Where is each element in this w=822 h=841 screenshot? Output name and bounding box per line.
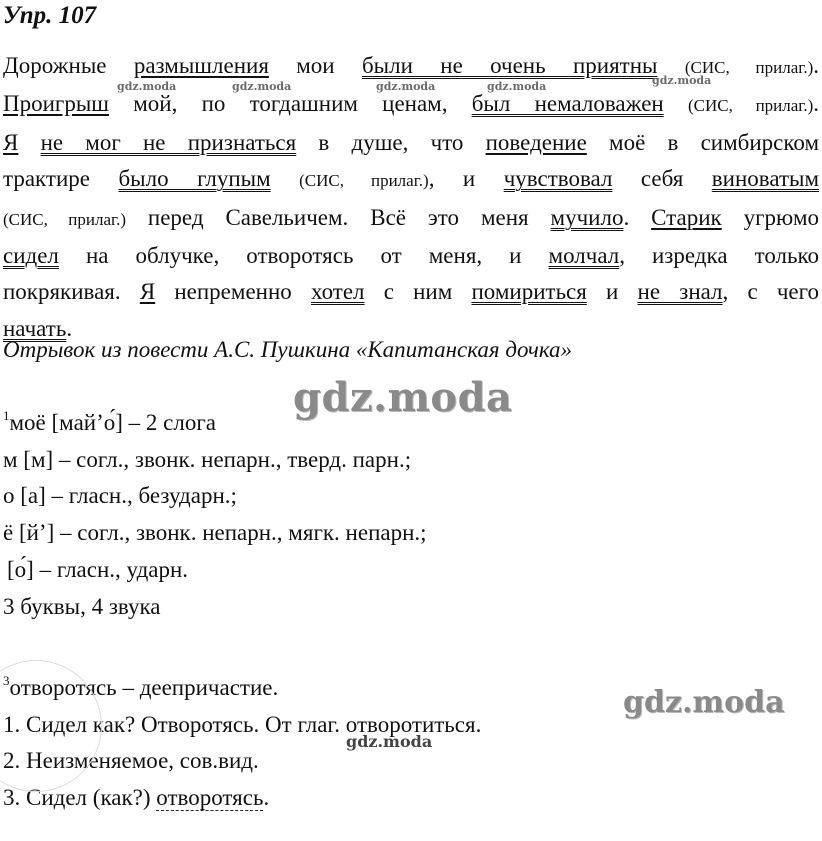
analysis-row [3,780,481,817]
analysis-text: моё [май’о́] – 2 слога [9,410,216,435]
text-fragment: . [813,53,819,78]
text-fragment [271,166,299,191]
underlined-predicate: чувствовал [503,166,613,192]
underlined-predicate: начать [3,315,67,341]
text-fragment: . [623,204,652,230]
text-fragment: мои [268,53,362,78]
text-fragment: , с чего [722,279,819,305]
text-fragment: в душе, что [296,129,486,155]
text-line-5 [3,200,819,238]
underlined-predicate: мучило [550,204,624,230]
watermark-small: gdz.moda [652,74,712,87]
underlined-subject: Проигрыш [3,91,110,117]
text-fragment: , изредка только [619,243,819,269]
analysis-row: 3 буквы, 4 звука [3,593,161,619]
analysis-row: 1. Сидел как? Отворотясь. От глаг. отворотиться. [3,711,482,737]
text-fragment: . [813,91,820,117]
analysis-row: о [а] – гласн., безударн.; [3,483,237,509]
underlined-subject: Я [139,279,156,305]
text-fragment: перед Савельичем. Всё это меня [125,204,551,230]
analysis-text: 3. Сидел (как?) [3,785,157,811]
source-citation: Отрывок из повести А.С. Пушкина «Капитанская дочка» [3,337,573,362]
text-fragment: трактире [3,166,119,192]
underlined-predicate: виноватым [711,166,820,192]
underlined-predicate: молчал [548,243,620,269]
underlined-predicate: помириться [471,279,587,305]
text-line-3 [3,125,819,161]
text-fragment: и [586,279,638,305]
text-fragment: , и [428,166,504,192]
watermark-small: gdz.moda [376,80,436,93]
text-fragment: угрюмо [721,204,819,230]
underlined-predicate: было глупым [118,166,271,192]
text-fragment: покрякивая. [3,279,140,305]
watermark-small: gdz.moda [487,80,547,93]
phonetic-analysis [3,405,427,625]
text-fragment: на облучке, отворотясь от меня, и [58,243,549,269]
grammar-note: (СИС, прилаг.) [684,58,814,77]
underlined-predicate: был немаловажен [471,91,664,117]
text-line-4 [3,161,819,199]
text-fragment: . [66,315,73,341]
text-line-7 [3,274,819,310]
text-fragment: непременно [155,279,311,305]
text-fragment [18,130,40,155]
analysis-text: – деепричастие. [116,675,279,700]
underlined-predicate: хотел [310,279,365,305]
text-fragment: Дорожные [3,53,134,78]
underlined-subject: Я [3,129,19,155]
underlined-predicate: не мог не признаться [40,129,297,155]
underlined-predicate: были не очень приятны [361,53,658,78]
analysis-row: [о́] – гласн., ударн. [7,556,189,582]
analysis-row: 2. Неизменяемое, сов.вид. [3,748,259,774]
watermark-logo: gdz.moda [623,685,785,720]
watermark-small: gdz.moda [346,732,433,751]
footnote-number: 3 [3,673,10,688]
underlined-predicate: сидел [3,243,59,269]
exercise-title: Упр. 107 [3,2,97,29]
text-fragment: мой, по тогдашним ценам, [109,91,472,117]
grammar-note: (СИС, прилаг.) [3,209,126,229]
underlined-adverbial: отворотясь [156,785,264,811]
text-fragment [664,91,688,116]
footnote-number: 1 [3,408,10,423]
underlined-predicate: не знал [637,279,723,305]
grammar-note: (СИС, прилаг.) [299,171,429,191]
analysis-row: м [м] – согл., звонк. непарн., тверд. парн.; [3,446,412,472]
text-fragment: с ним [364,279,472,305]
text-fragment: себя [612,166,712,192]
watermark-logo: gdz.moda [293,374,513,421]
grammar-note: (СИС, прилаг.) [687,96,814,116]
analysis-row: ё [й’] – согл., звонк. непарн., мягк. непарн.; [3,520,427,546]
underlined-subject: поведение [485,129,587,155]
analysis-word: отворотясь [9,675,117,700]
text-fragment: моё в симбирском [586,129,820,155]
analysis-text: . [263,785,270,811]
underlined-subject: Старик [651,204,722,230]
underlined-subject: размышления [133,53,269,78]
watermark-small: gdz.moda [117,80,177,93]
text-line-6 [3,238,819,274]
watermark-small: gdz.moda [232,80,292,93]
